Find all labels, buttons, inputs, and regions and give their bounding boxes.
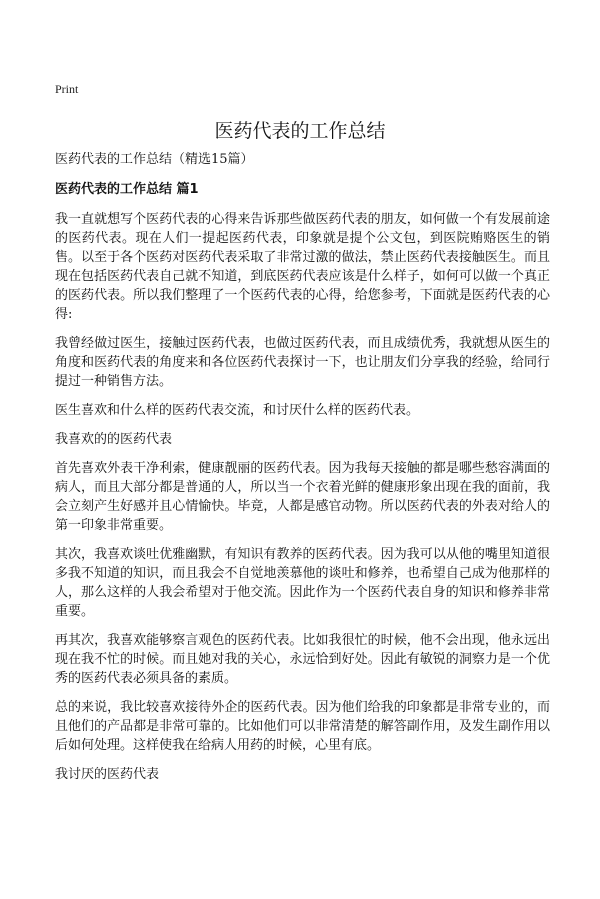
page-title: 医药代表的工作总结 (214, 120, 386, 142)
paragraph: 其次，我喜欢谈吐优雅幽默，有知识有教养的医药代表。因为我可以从他的嘴里知道很多我不知道的知识，而且我会不自觉地羡慕他的谈吐和修养，也希望自己成为他那样的人，那么这样的人我会希望对于他交流。因此作为一个医药代表自身的知识和修养非常重要。 (55, 547, 550, 619)
print-label: Print (55, 82, 79, 96)
document-subtitle: 医药代表的工作总结（精选15篇） (55, 152, 254, 167)
paragraph: 我讨厌的医药代表 (55, 767, 160, 782)
paragraph: 首先喜欢外表干净利索，健康靓丽的医药代表。因为我每天接触的都是哪些愁容满面的病人，而且大部分都是普通的人，所以当一个衣着光鲜的健康形象出现在我的面前，我会立刻产生好感并且心情愉快。毕竟，人都是感官动物。所以医药代表的外表对给人的第一印象非常重要。 (55, 461, 550, 533)
paragraph: 医生喜欢和什么样的医药代表交流，和讨厌什么样的医药代表。 (55, 403, 420, 418)
paragraph: 总的来说，我比较喜欢接待外企的医药代表。因为他们给我的印象都是非常专业的，而且他们的产品都是非常可靠的。比如他们可以非常清楚的解答副作用，及发生副作用以后如何处理。这样使我在给病人用药的时候，心里有底。 (55, 700, 550, 753)
paragraph: 我一直就想写个医药代表的心得来告诉那些做医药代表的朋友，如何做一个有发展前途的医药代表。现在人们一提起医药代表，印象就是提个公文包，到医院贿赂医生的销售。以至于各个医药对医药代表采取了非常过激的做法，禁止医药代表接触医生。而且现在包括医药代表自己就不知道，到底医药代表应该是什么样子，如何可以做一个真正的医药代表。所以我们整理了一个医药代表的心得，给您参考，下面就是医药代表的心得: (55, 212, 550, 322)
document-body (55, 150, 550, 794)
paragraph: 再其次，我喜欢能够察言观色的医药代表。比如我很忙的时候，他不会出现，他永远出现在我不忙的时候。而且她对我的关心，永远恰到好处。因此有敏锐的洞察力是一个优秀的医药代表必须具备的素质。 (55, 633, 550, 686)
paragraph: 我喜欢的的医药代表 (55, 432, 173, 447)
section-heading: 医药代表的工作总结 篇1 (55, 182, 199, 197)
paragraph: 我曾经做过医生，接触过医药代表，也做过医药代表，而且成绩优秀，我就想从医生的角度和医药代表的角度来和各位医药代表探讨一下，也让朋友们分享我的经验，给同行提过一种销售方法。 (55, 336, 550, 389)
